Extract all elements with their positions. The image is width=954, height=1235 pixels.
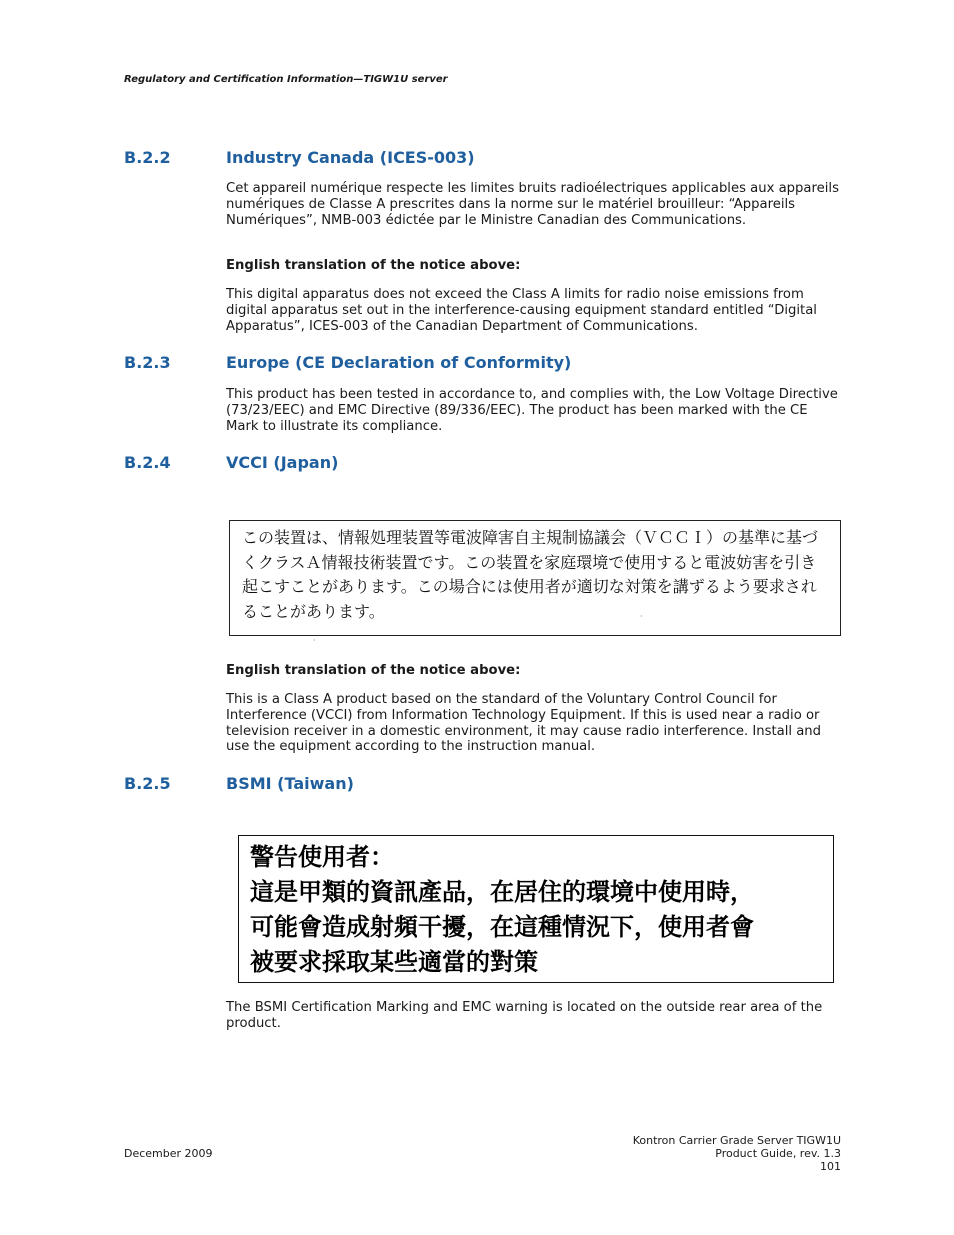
running-header: Regulatory and Certification Information—TIGW1U server (124, 74, 448, 85)
translation-subheading: English translation of the notice above: (226, 258, 521, 273)
canada-french-notice: Cet appareil numérique respecte les limites bruits radioélectriques applicables aux appareils numériques de Classe A prescrites dans la norme sur le matériel brouilleur: “Appareils Numériques”, NMB-003 édictée par le Ministre Canadian des Communications. (226, 181, 839, 228)
notice-line: 警告使用者： (250, 843, 394, 871)
notice-line: 這是甲類的資訊產品，在居住的環境中使用時， (250, 878, 754, 906)
notice-line: 被要求採取某些適當的對策 (250, 948, 538, 976)
footer-doc-info (633, 1134, 841, 1173)
page-number: 101 (820, 1160, 841, 1173)
section-title: Europe (CE Declaration of Conformity) (226, 353, 572, 372)
footer-date: December 2009 (124, 1147, 213, 1160)
bsmi-chinese-notice (238, 835, 834, 983)
section-number: B.2.2 (124, 148, 171, 167)
canada-english-translation: This digital apparatus does not exceed the Class A limits for radio noise emissions from digital apparatus set out in the interference-causing equipment standard entitled “Digital Apparatus”, ICES-003 of the Canadian Department of Communications. (226, 287, 817, 334)
vcci-english-translation: This is a Class A product based on the standard of the Voluntary Control Council for Interference (VCCI) from Information Technology Equipment. If this is used near a radio or television receiver in a domestic environment, it may cause radio interference. Install and use the equipment according to the instruction manual. (226, 692, 822, 755)
ce-paragraph: This product has been tested in accordance to, and complies with, the Low Voltage Directive (73/23/EEC) and EMC Directive (89/336/EEC). The product has been marked with the CE Mark to illustrate its compliance. (226, 387, 838, 434)
section-number: B.2.3 (124, 353, 171, 372)
notice-line: 可能會造成射頻干擾，在這種情況下，使用者會 (250, 913, 754, 941)
scan-mark: · (313, 636, 316, 645)
bsmi-paragraph: The BSMI Certification Marking and EMC warning is located on the outside rear area of the product. (226, 1000, 823, 1031)
section-number: B.2.4 (124, 453, 171, 472)
section-title: VCCI (Japan) (226, 453, 339, 472)
footer-doc-revision: Product Guide, rev. 1.3 (715, 1147, 841, 1160)
section-title: Industry Canada (ICES-003) (226, 148, 475, 167)
footer-product: Kontron Carrier Grade Server TIGW1U (632, 1134, 841, 1147)
section-title: BSMI (Taiwan) (226, 774, 354, 793)
scan-mark: · (640, 612, 643, 621)
section-number: B.2.5 (124, 774, 171, 793)
vcci-japanese-notice: この装置は、情報処理装置等電波障害自主規制協議会（ＶＣＣＩ）の基準に基づくクラスＡ情報技術装置です。この装置を家庭環境で使用すると電波妨害を引き起こすことがあります。この場合には使用者が適切な対策を講ずるよう要求されることがあります。 (229, 520, 841, 636)
translation-subheading: English translation of the notice above: (226, 663, 521, 678)
